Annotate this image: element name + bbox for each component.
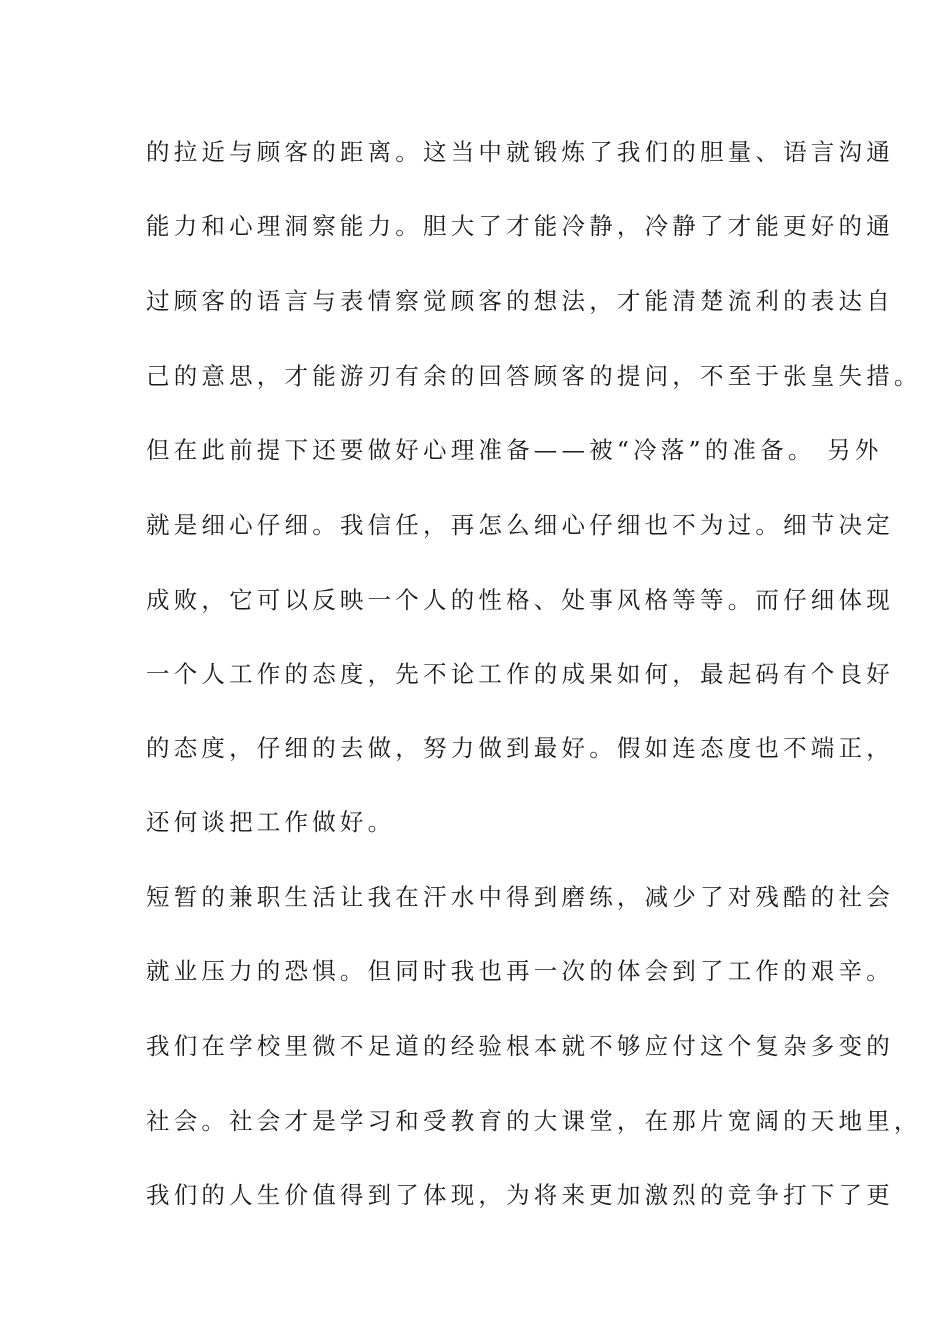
text-line: 短暂的兼职生活让我在汗水中得到磨练，减少了对残酷的社会 [146,883,894,911]
text-line: 能力和心理洞察能力。胆大了才能冷静，冷静了才能更好的通 [146,212,894,240]
text-line: 的拉近与顾客的距离。这当中就锻炼了我们的胆量、语言沟通 [146,138,894,166]
text-line: 但在此前提下还要做好心理准备——被“冷落”的准备。 另外 [146,436,883,464]
text-line: 一个人工作的态度，先不论工作的成果如何，最起码有个良好 [146,660,894,688]
text-line: 我们的人生价值得到了体现，为将来更加激烈的竞争打下了更 [146,1181,894,1209]
text-line: 还何谈把工作做好。 [146,808,396,836]
text-line: 我们在学校里微不足道的经验根本就不够应付这个复杂多变的 [146,1032,894,1060]
text-line: 就业压力的恐惧。但同时我也再一次的体会到了工作的艰辛。 [146,957,894,985]
text-line: 己的意思，才能游刃有余的回答顾客的提问，不至于张皇失措。 [146,362,922,390]
text-line: 成败，它可以反映一个人的性格、处事风格等等。而仔细体现 [146,586,894,614]
text-line: 社会。社会才是学习和受教育的大课堂，在那片宽阔的天地里， [146,1107,922,1135]
text-line: 就是细心仔细。我信任，再怎么细心仔细也不为过。细节决定 [146,511,894,539]
text-line: 过顾客的语言与表情察觉顾客的想法，才能清楚流利的表达自 [146,287,894,315]
text-line: 的态度，仔细的去做，努力做到最好。假如连态度也不端正， [146,734,894,762]
